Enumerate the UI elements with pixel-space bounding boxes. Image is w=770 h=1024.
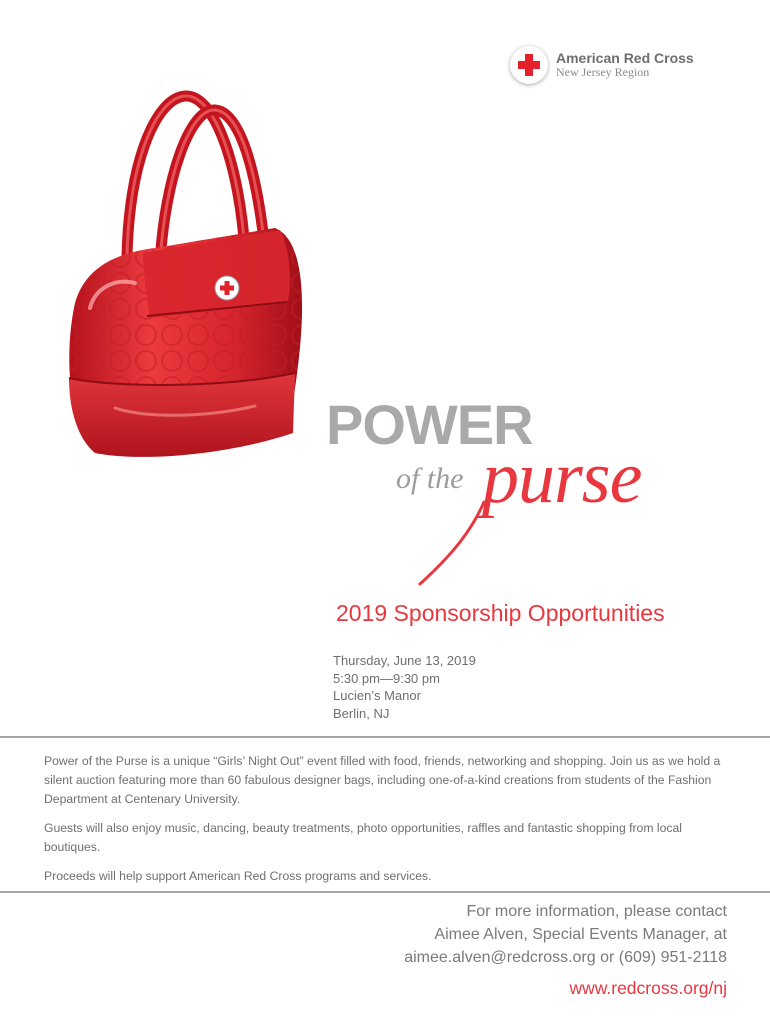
red-cross-icon (510, 46, 548, 84)
contact-line-1: For more information, please contact (466, 903, 727, 920)
sponsorship-heading: 2019 Sponsorship Opportunities (336, 600, 665, 626)
logo-org-name: American Red Cross (556, 50, 694, 67)
event-venue: Lucien’s Manor (333, 688, 421, 703)
contact-line-3[interactable]: aimee.alven@redcross.org or (609) 951-2118 (404, 949, 727, 966)
red-purse-image (55, 88, 345, 468)
event-details (333, 652, 476, 722)
event-time: 5:30 pm—9:30 pm (333, 670, 440, 686)
divider-bottom (0, 891, 770, 893)
description-paragraph-2: Guests will also enjoy music, dancing, beauty treatments, photo opportunities, raffles and fantastic shopping from local boutiques. (44, 821, 682, 854)
contact-info (404, 900, 727, 969)
title-purse: purse (482, 437, 642, 519)
logo-region: New Jersey Region (556, 65, 650, 80)
description-paragraph-1: Power of the Purse is a unique “Girls’ Night Out” event filled with food, friends, networking and shopping. Join us as we hold a silent auction featuring more than 60 fabulous designer bags, including one-of-a-kind creations from students of the Fashion Department at Centenary University. (44, 754, 721, 806)
title-power: POWER (326, 393, 533, 456)
website-link[interactable]: www.redcross.org/nj (569, 978, 727, 998)
title-of-the: of the (396, 462, 464, 495)
purse-script-tail (412, 500, 492, 590)
contact-line-2: Aimee Alven, Special Events Manager, at (434, 926, 727, 943)
red-cross-logo (510, 46, 694, 84)
divider-top (0, 736, 770, 738)
event-location: Berlin, NJ (333, 705, 390, 721)
event-description (44, 752, 734, 896)
description-paragraph-3: Proceeds will help support American Red Cross programs and services. (44, 869, 432, 883)
event-date: Thursday, June 13, 2019 (333, 653, 476, 668)
